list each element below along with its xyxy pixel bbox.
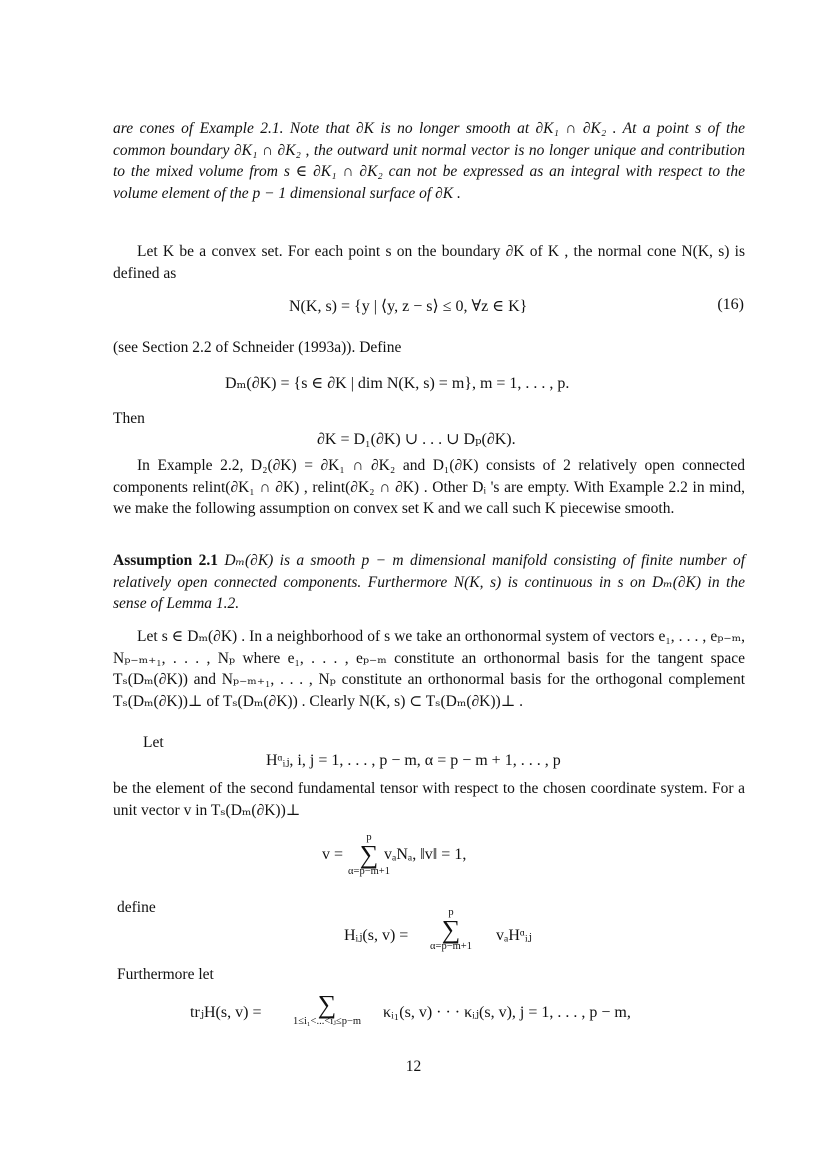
furthermore-label: Furthermore let — [117, 966, 214, 983]
equation-tr-sum: ∑ 1≤i₁<...<iⱼ≤p−m — [292, 990, 362, 1027]
equation-hij-sum: p ∑ α=p−m+1 — [430, 907, 472, 952]
paragraph-example: In Example 2.2, D₂(∂K) = ∂K₁ ∩ ∂K₂ and D₁(∂K) consists of 2 relatively open connected components relint(∂K₁ ∩ ∂K) , relint(∂K₂ ∩ ∂K) . Other Dᵢ 's are empty. With Example 2.2 in mind, we make the following assumption on convex set K and we call such K piecewise smooth. — [113, 457, 745, 517]
equation-dm: Dₘ(∂K) = {s ∈ ∂K | dim N(K, s) = m}, m = 1, . . . , p. — [225, 375, 570, 392]
let-label: Let — [143, 734, 164, 751]
equation-hij-left: Hᵢⱼ(s, v) = — [344, 927, 409, 944]
assumption-text: Dₘ(∂K) is a smooth p − m dimensional manifold consisting of finite number of relatively open connected components. Furthermore N(K, s) is continuous in s on Dₘ(∂K) in the sense of Lemma 1.2. — [113, 552, 746, 612]
paragraph-tensor: be the element of the second fundamental tensor with respect to the chosen coordinate system. For a unit vector v in Tₛ(Dₘ(∂K))⊥ — [113, 780, 745, 819]
paragraph-define: (see Section 2.2 of Schneider (1993a)). Define — [113, 339, 402, 356]
define-label: define — [117, 899, 156, 916]
paragraph-basis: Let s ∈ Dₘ(∂K) . In a neighborhood of s we take an orthonormal system of vectors e₁, . . . , eₚ₋ₘ, Nₚ₋ₘ₊₁, . . . , Nₚ where e₁, . . . , eₚ₋ₘ constitute an orthonormal basis for the tangent space Tₛ(Dₘ(∂K)) and Nₚ₋ₘ₊₁, . . . , Nₚ constitute an orthonormal basis for the orthogonal complement Tₛ(Dₘ(∂K))⊥ of Tₛ(Dₘ(∂K)) . Clearly N(K, s) ⊂ Tₛ(Dₘ(∂K))⊥ . — [113, 628, 745, 710]
page-number: 12 — [405, 1058, 422, 1075]
then-label: Then — [113, 410, 145, 427]
assumption-block — [113, 550, 745, 615]
equation-tr-right: κᵢ₁(s, v) · · · κᵢⱼ(s, v), j = 1, . . . , p − m, — [383, 1004, 631, 1021]
equation-v-left: v = — [322, 846, 344, 863]
equation-tr-left: trⱼH(s, v) = — [190, 1004, 262, 1021]
equation-v-right: vₐNₐ, ‖v‖ = 1, — [384, 846, 467, 863]
paragraph-normal-cone: Let K be a convex set. For each point s on the boundary ∂K of K , the normal cone N(K, s) is defined as — [113, 243, 745, 282]
equation-union: ∂K = D₁(∂K) ∪ . . . ∪ Dₚ(∂K). — [317, 431, 516, 448]
assumption-label: Assumption 2.1 — [113, 552, 218, 569]
equation-v-sum: p ∑ α=p−m+1 — [348, 832, 390, 877]
equation-16: N(K, s) = {y | ⟨y, z − s⟩ ≤ 0, ∀z ∈ K} — [289, 298, 528, 315]
paragraph-cones: are cones of Example 2.1. Note that ∂K is no longer smooth at ∂K₁ ∩ ∂K₂ . At a point s of the common boundary ∂K₁ ∩ ∂K₂ , the outward unit normal vector is no longer unique and contribution to the mixed volume from s ∈ ∂K₁ ∩ ∂K₂ can not be expressed as an integral with respect to the volume element of the p − 1 dimensional surface of ∂K . — [113, 120, 745, 202]
equation-h: Hᵅᵢⱼ, i, j = 1, . . . , p − m, α = p − m + 1, . . . , p — [266, 752, 561, 769]
equation-hij-right: vₐHᵅᵢⱼ — [496, 927, 532, 944]
equation-number-16: (16) — [717, 296, 744, 313]
